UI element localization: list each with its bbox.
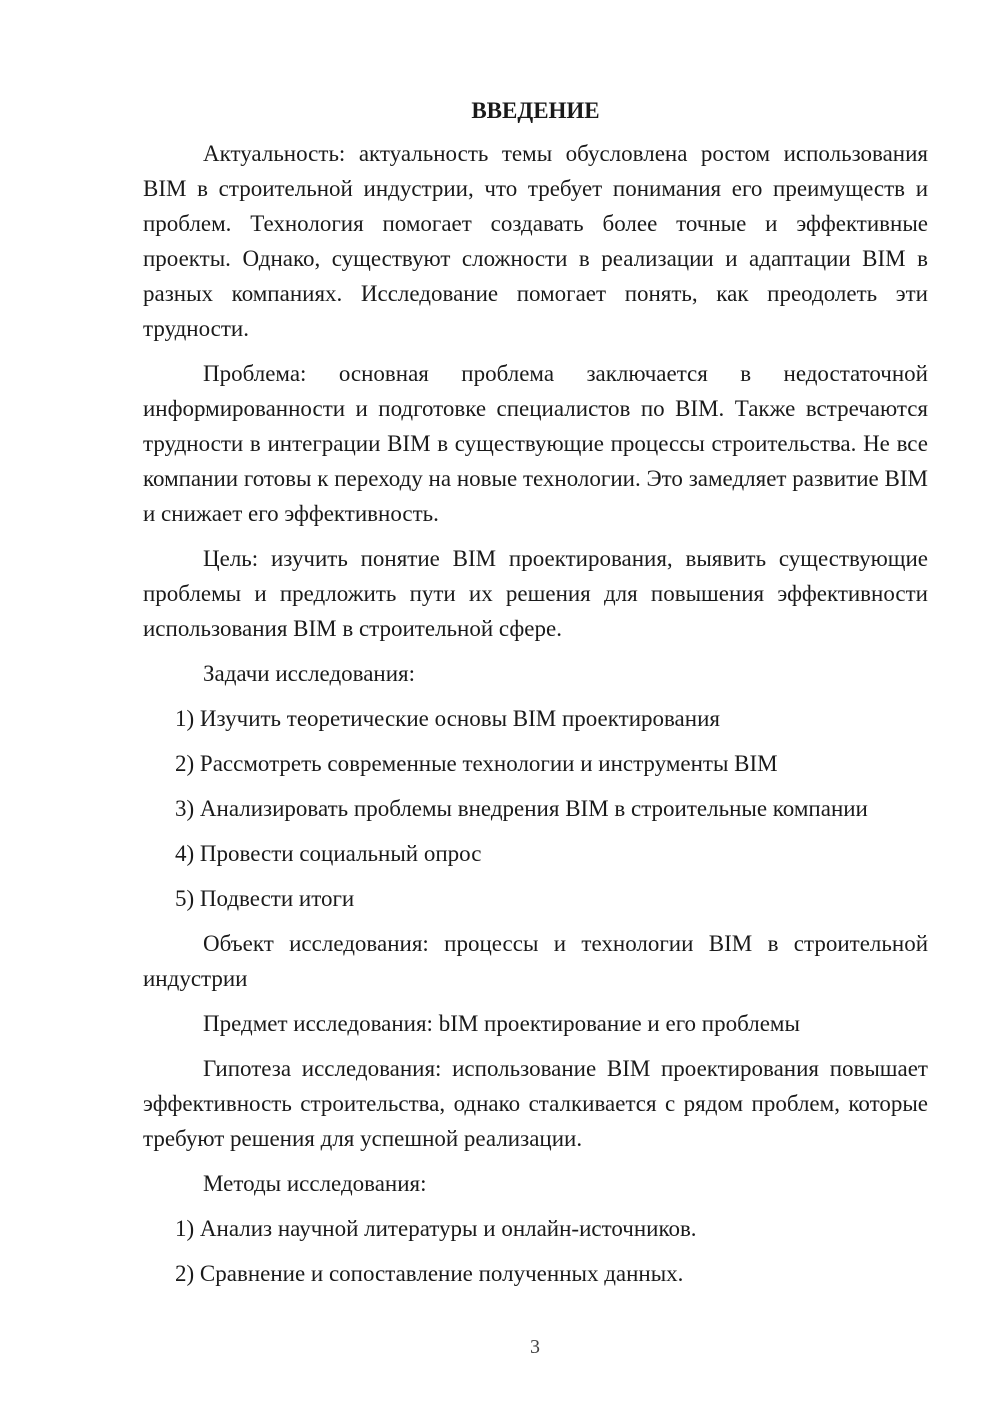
list-item: 4) Провести социальный опрос <box>175 841 482 866</box>
section-heading: ВВЕДЕНИЕ <box>471 98 600 123</box>
methods-list <box>143 1211 928 1291</box>
document-body <box>143 96 928 1301</box>
hypothesis-paragraph: Гипотеза исследования: использование BIM проектирования повышает эффективность строительства, однако сталкивается с рядом проблем, которые требуют решения для успешной реализации. <box>143 1056 928 1151</box>
problem-paragraph: Проблема: основная проблема заключается в недостаточной информированности и подготовке специалистов по BIM. Также встречаются трудности в интеграции BIM в существующие процессы строительства. Не все компании готовы к переходу на новые технологии. Это замедляет развитие BIM и снижает его эффективность. <box>143 361 928 526</box>
goal-paragraph: Цель: изучить понятие BIM проектирования, выявить существующие проблемы и предложить пути их решения для повышения эффективности использования BIM в строительной сфере. <box>143 546 928 641</box>
list-item: 5) Подвести итоги <box>175 886 355 911</box>
methods-title: Методы исследования: <box>203 1171 427 1196</box>
list-item: 2) Рассмотреть современные технологии и инструменты BIM <box>175 751 778 776</box>
page-number: 3 <box>530 1336 540 1358</box>
tasks-title: Задачи исследования: <box>203 661 416 686</box>
tasks-list <box>143 701 928 916</box>
list-item: 2) Сравнение и сопоставление полученных данных. <box>175 1261 684 1286</box>
object-paragraph: Объект исследования: процессы и технологии BIM в строительной индустрии <box>143 931 928 991</box>
subject-paragraph: Предмет исследования: bIM проектирование и его проблемы <box>203 1011 800 1036</box>
list-item: 1) Изучить теоретические основы BIM проектирования <box>175 706 720 731</box>
list-item: 3) Анализировать проблемы внедрения BIM в строительные компании <box>175 796 868 821</box>
relevance-paragraph: Актуальность: актуальность темы обусловлена ростом использования BIM в строительной индустрии, что требует понимания его преимуществ и проблем. Технология помогает создавать более точные и эффективные проекты. Однако, существуют сложности в реализации и адаптации BIM в разных компаниях. Исследование помогает понять, как преодолеть эти трудности. <box>143 141 928 341</box>
list-item: 1) Анализ научной литературы и онлайн-источников. <box>175 1216 697 1241</box>
